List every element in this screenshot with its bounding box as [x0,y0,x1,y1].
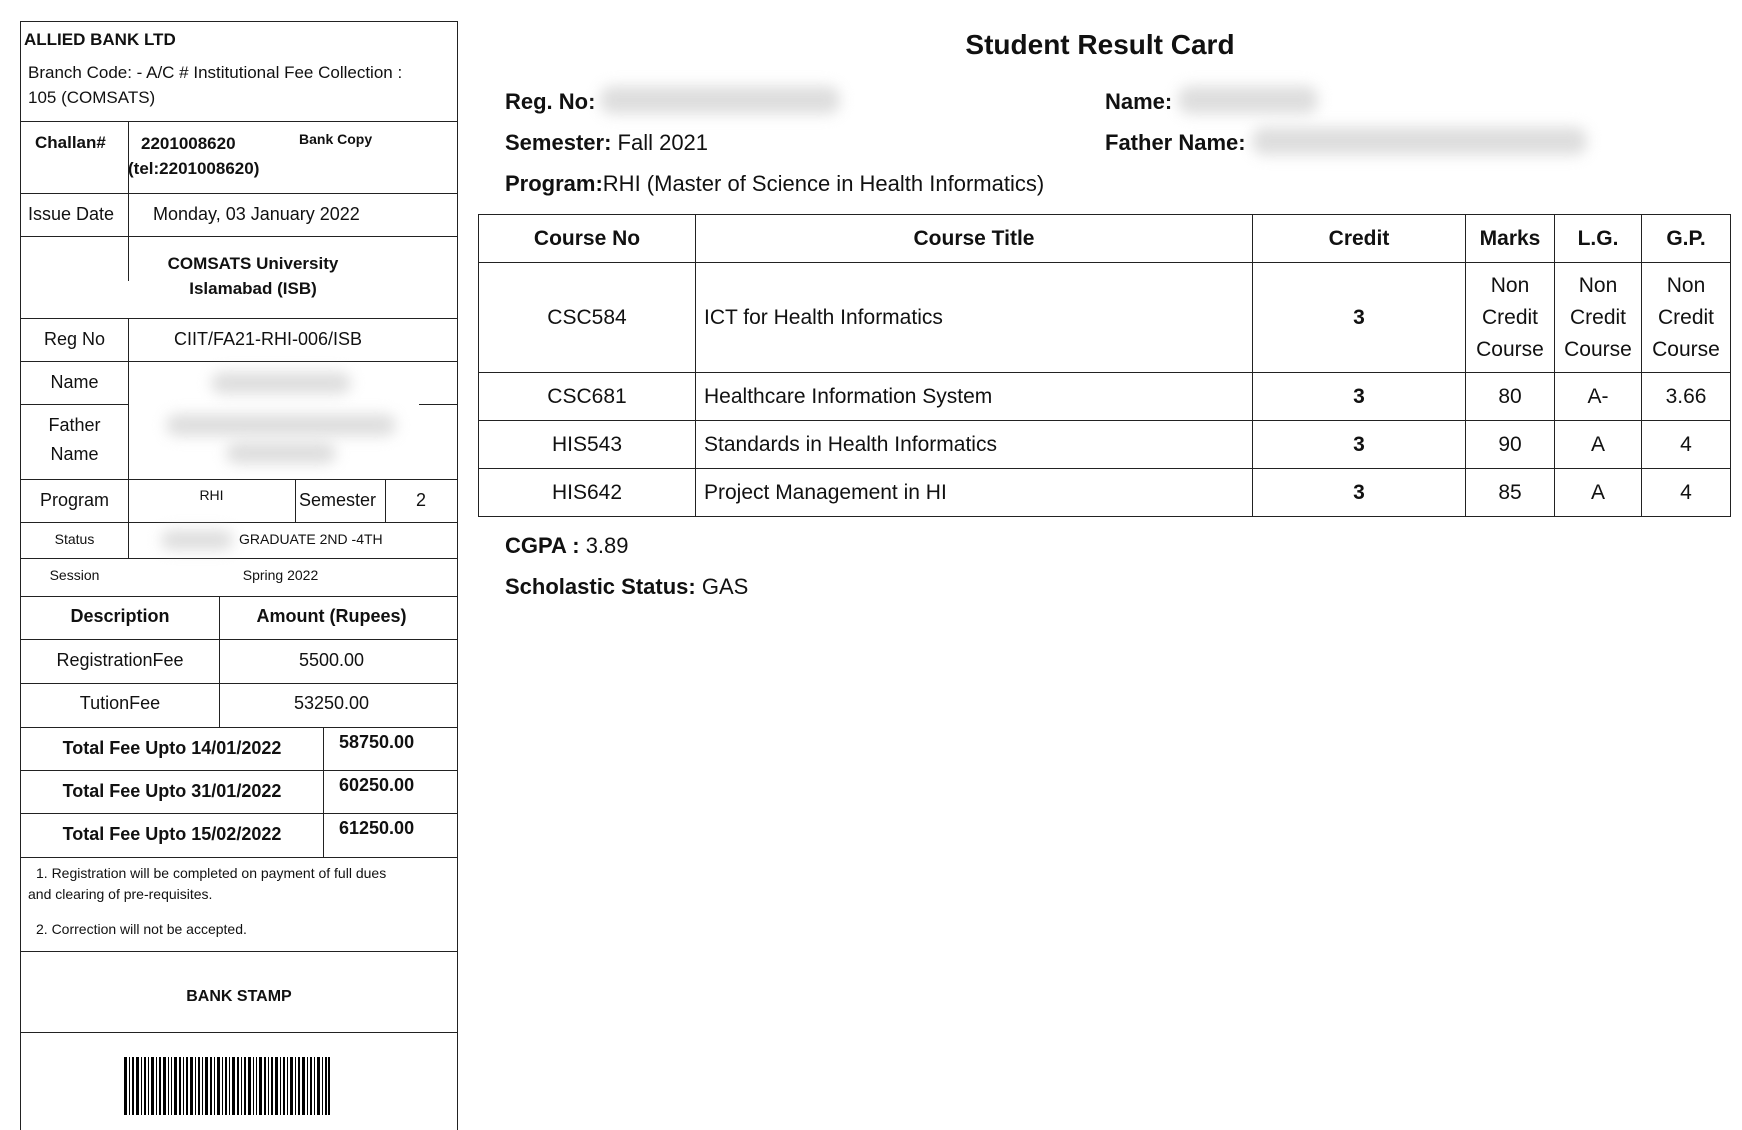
barcode [124,1057,330,1115]
scholastic-status-field [505,574,748,600]
father-name-label-cont: Name [50,444,99,464]
reg-no-field [505,89,595,115]
course-credit: 3 [1253,421,1466,469]
course-grade-point: 4 [1642,421,1731,469]
divider [323,727,324,857]
col-course-title: Course Title [696,215,1253,263]
divider [21,361,457,362]
divider [419,404,457,405]
course-title: Healthcare Information System [696,373,1253,421]
total-fee-amount: 61250.00 [339,818,415,838]
total-fee-amount: 58750.00 [339,732,415,752]
redacted-father-name [226,442,336,464]
session-value: Spring 2022 [242,567,319,583]
scholastic-status-label: Scholastic Status: [505,574,696,599]
course-grade-point: 3.66 [1642,373,1731,421]
divider [21,318,457,319]
table-row [479,469,1731,517]
challan-label: Challan# [35,133,106,152]
course-letter-grade: A [1555,469,1642,517]
total-fee-label: Total Fee Upto 31/01/2022 [62,781,282,801]
course-letter-grade: A [1555,421,1642,469]
description-header: Description [70,606,170,626]
program-value: RHI [199,487,224,503]
redacted-father-name [1252,127,1587,155]
divider [21,121,457,122]
course-marks: Non Credit Course [1466,263,1555,373]
fee-amount: 53250.00 [293,693,370,713]
redacted-name [1178,86,1318,114]
divider [128,121,129,193]
col-grade-point: G.P. [1642,215,1731,263]
redacted-father-name [166,414,396,436]
reg-no-value: CIIT/FA21-RHI-006/ISB [173,329,363,349]
divider [21,951,457,952]
semester-label: Semester [299,490,377,510]
course-marks: 90 [1466,421,1555,469]
course-letter-grade: Non Credit Course [1555,263,1642,373]
divider [21,1032,457,1033]
fee-amount: 5500.00 [298,650,365,670]
reg-no-label: Reg No [43,329,106,349]
divider [21,236,457,237]
course-credit: 3 [1253,373,1466,421]
divider [295,479,296,522]
note-registration: 1. Registration will be completed on payment of full dues [36,865,387,881]
semester-field [505,130,708,156]
challan-number: 2201008620 [141,134,236,153]
total-fee-amount: 60250.00 [339,775,415,795]
semester-label: Semester: [505,130,612,155]
course-title: Standards in Health Informatics [696,421,1253,469]
cgpa-label: CGPA : [505,533,580,558]
semester-value: Fall 2021 [617,130,709,155]
copy-label: Bank Copy [299,131,373,147]
divider [21,404,128,405]
divider [128,193,129,236]
note-registration-cont: and clearing of pre-requisites. [28,886,213,902]
course-no: CSC681 [479,373,696,421]
divider [21,479,457,480]
name-label: Name [50,372,99,392]
course-title: ICT for Health Informatics [696,263,1253,373]
redacted-name [211,372,351,394]
course-grade-point: 4 [1642,469,1731,517]
total-fee-label: Total Fee Upto 15/02/2022 [62,824,282,844]
program-field [505,171,1044,197]
program-label: Program: [505,171,603,196]
course-grade-point: Non Credit Course [1642,263,1731,373]
name-field [1105,89,1172,115]
table-row [479,421,1731,469]
fee-challan [20,21,458,1130]
divider [21,857,457,858]
amount-header: Amount (Rupees) [256,606,407,626]
table-row [479,263,1731,373]
program-label: Program [39,490,110,510]
divider [21,193,457,194]
course-title: Project Management in HI [696,469,1253,517]
cgpa-field [505,533,629,559]
reg-no-label: Reg. No: [505,89,596,114]
fee-description: RegistrationFee [56,650,184,670]
col-credit: Credit [1253,215,1466,263]
divider [21,558,457,559]
course-credit: 3 [1253,263,1466,373]
issue-date: Monday, 03 January 2022 [153,204,360,224]
name-label: Name: [1105,89,1173,114]
divider [21,683,457,684]
divider [21,813,457,814]
divider [21,770,457,771]
course-marks: 80 [1466,373,1555,421]
branch-code-cont: 105 (COMSATS) [28,88,156,107]
table-row [479,373,1731,421]
status-value: GRADUATE 2ND -4TH [239,531,383,547]
divider [128,318,129,558]
challan-tel: (tel:2201008620) [128,159,260,178]
fee-description: TutionFee [79,693,161,713]
university-name: COMSATS University [167,254,339,273]
divider [21,522,457,523]
divider [21,639,457,640]
status-label: Status [54,531,95,547]
program-value: RHI (Master of Science in Health Informatics) [602,171,1045,196]
course-credit: 3 [1253,469,1466,517]
branch-code: Branch Code: - A/C # Institutional Fee Collection : [28,63,403,82]
course-marks: 85 [1466,469,1555,517]
redacted-status [161,530,233,550]
bank-stamp-label: BANK STAMP [186,988,292,1005]
father-name-field [1105,130,1246,156]
col-marks: Marks [1466,215,1555,263]
course-no: CSC584 [479,263,696,373]
course-no: HIS642 [479,469,696,517]
father-name-label: Father Name: [1105,130,1246,155]
session-label: Session [49,567,100,583]
table-header-row [479,215,1731,263]
father-name-label: Father [48,415,101,435]
issue-date-label: Issue Date [28,204,115,224]
results-table [478,214,1731,517]
redacted-reg-no [600,86,840,114]
col-course-no: Course No [479,215,696,263]
col-letter-grade: L.G. [1555,215,1642,263]
result-card-title: Student Result Card [965,29,1235,60]
scholastic-status-value: GAS [701,574,749,599]
course-no: HIS543 [479,421,696,469]
university-campus: Islamabad (ISB) [189,279,317,298]
bank-name: ALLIED BANK LTD [24,30,176,49]
cgpa-value: 3.89 [585,533,629,558]
divider [21,727,457,728]
divider [21,596,457,597]
note-correction: 2. Correction will not be accepted. [36,921,247,937]
total-fee-label: Total Fee Upto 14/01/2022 [62,738,282,758]
course-letter-grade: A- [1555,373,1642,421]
semester-value: 2 [415,490,426,510]
